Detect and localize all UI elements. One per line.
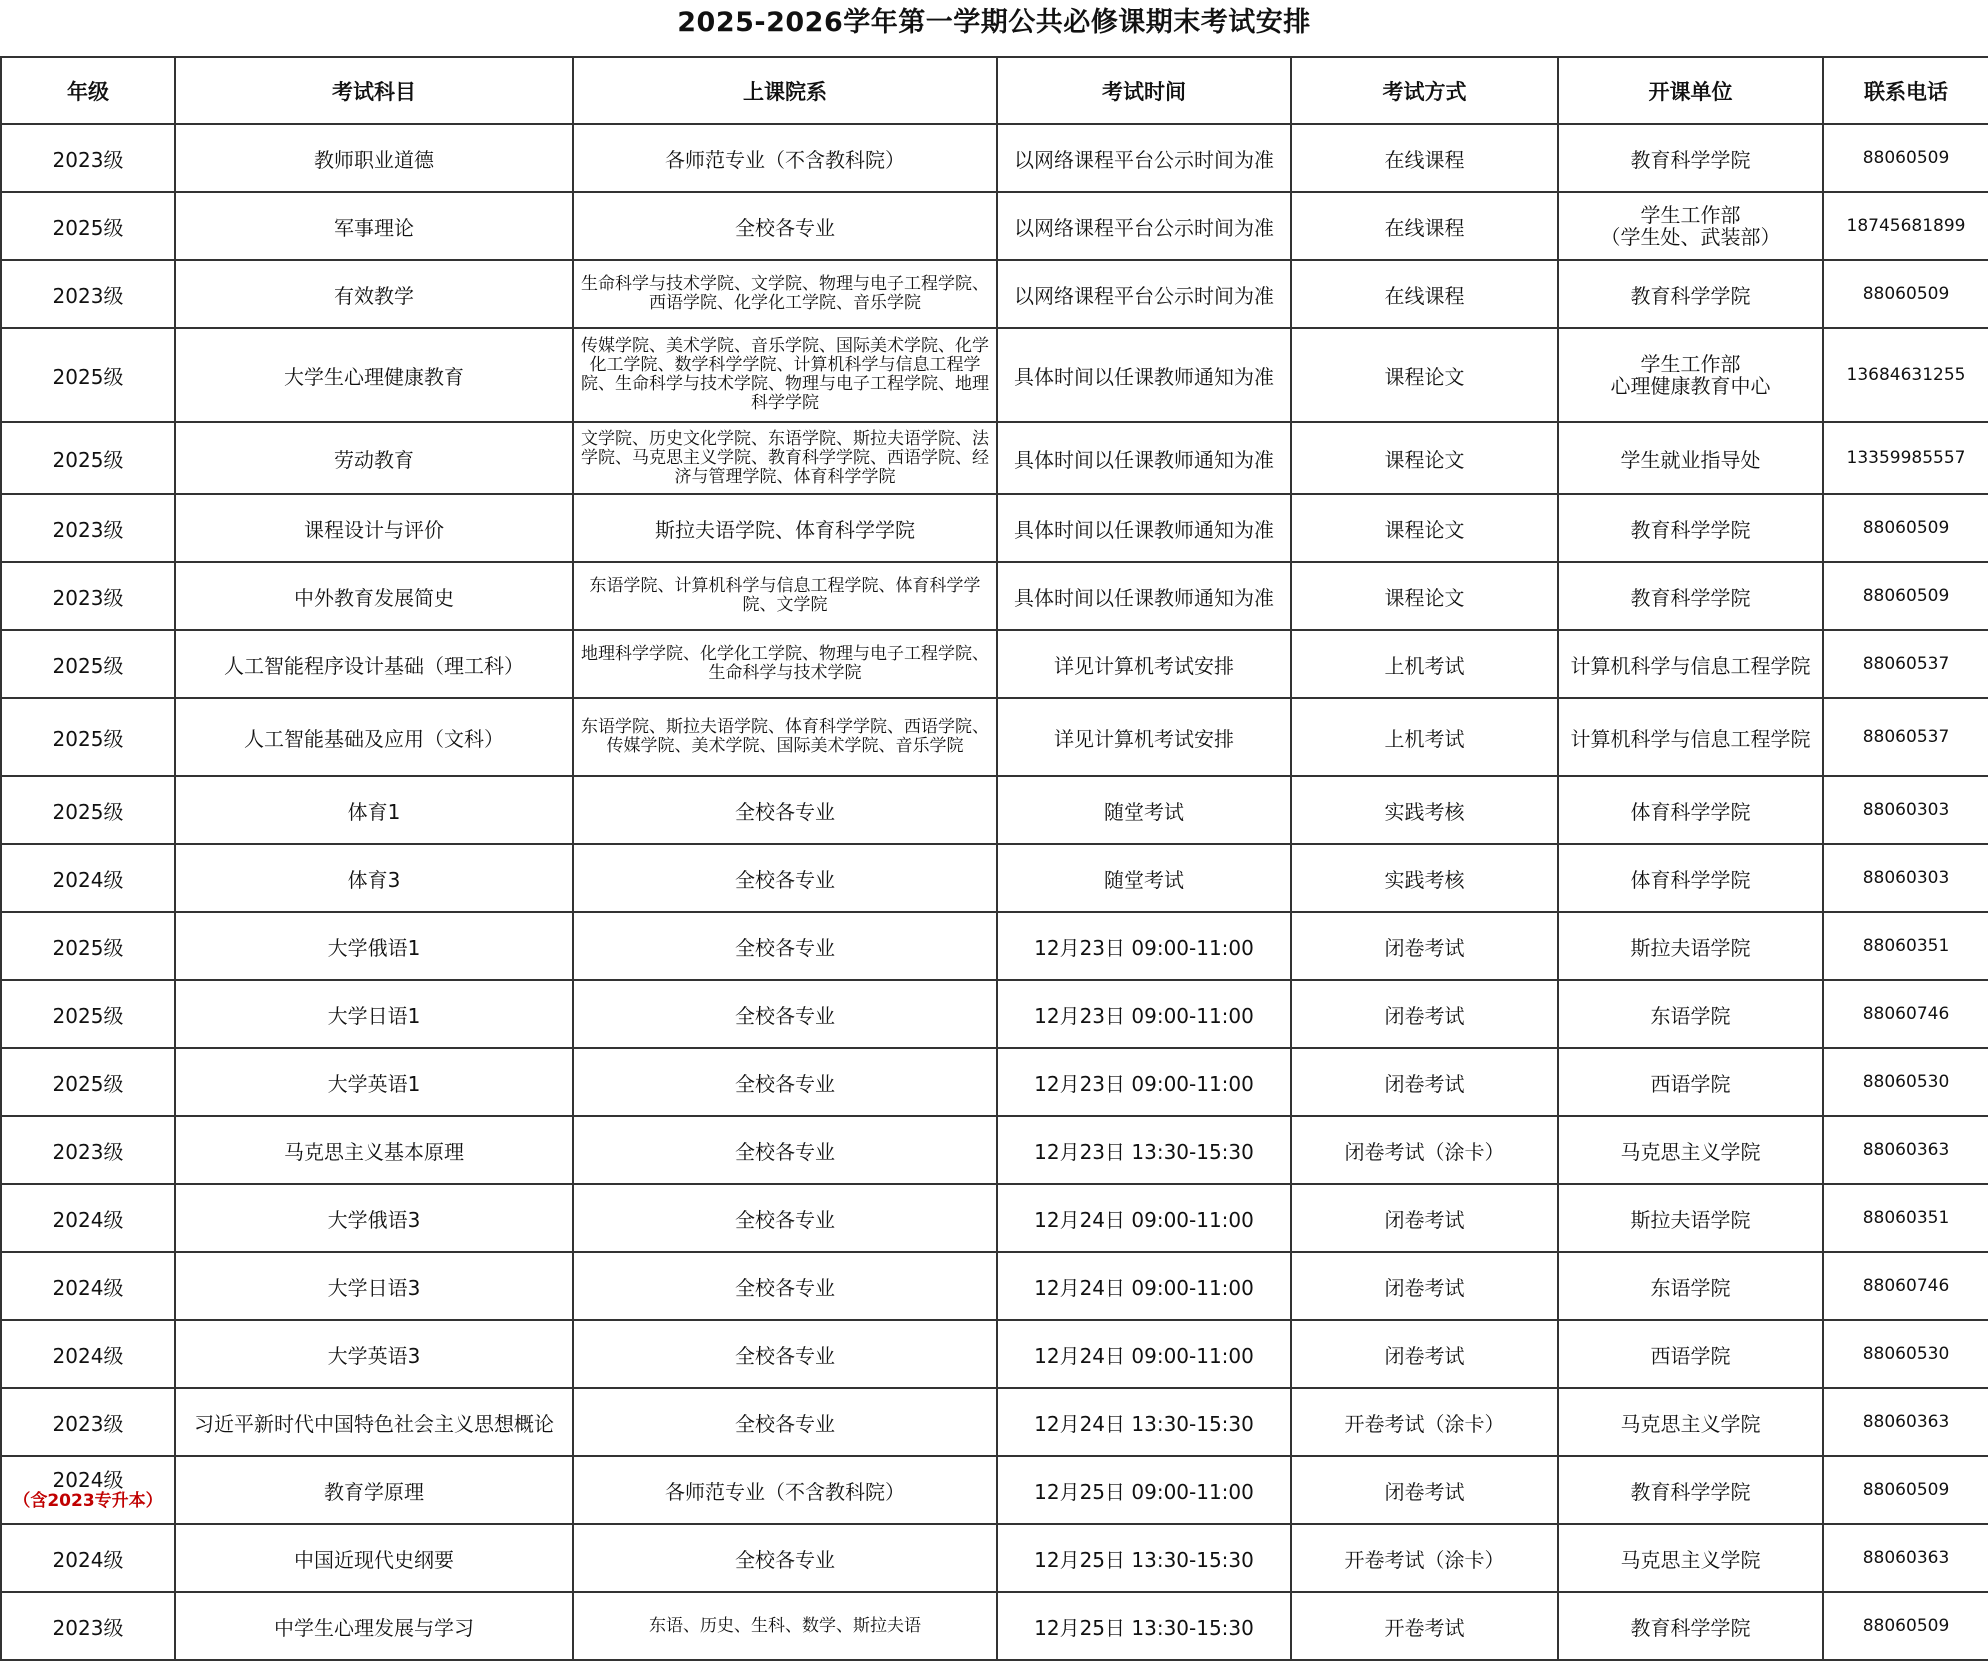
phone-cell: 88060509 (1823, 1456, 1988, 1524)
dept-cell: 全校各专业 (573, 980, 997, 1048)
unit-sublabel: （学生处、武装部） (1600, 225, 1781, 249)
method-cell: 闭卷考试 (1291, 1184, 1558, 1252)
header-subject: 考试科目 (175, 57, 573, 124)
method-cell: 上机考试 (1291, 630, 1558, 698)
phone-cell: 88060537 (1823, 630, 1988, 698)
table-row (1, 1116, 1988, 1184)
time-cell: 以网络课程平台公示时间为准 (997, 260, 1291, 328)
unit-cell: 教育科学学院 (1558, 1592, 1823, 1660)
unit-cell: 东语学院 (1558, 980, 1823, 1048)
unit-cell: 教育科学学院 (1558, 260, 1823, 328)
subject-cell: 教师职业道德 (175, 124, 573, 192)
grade-cell: 2023级 (1, 1592, 175, 1660)
method-cell: 开卷考试（涂卡） (1291, 1388, 1558, 1456)
dept-cell: 全校各专业 (573, 1048, 997, 1116)
dept-cell: 文学院、历史文化学院、东语学院、斯拉夫语学院、法学院、马克思主义学院、教育科学学院、西语学院、经济与管理学院、体育科学学院 (573, 422, 997, 494)
header-dept: 上课院系 (573, 57, 997, 124)
time-cell: 12月23日 13:30-15:30 (997, 1116, 1291, 1184)
phone-cell: 88060530 (1823, 1048, 1988, 1116)
time-cell: 12月23日 09:00-11:00 (997, 980, 1291, 1048)
subject-cell: 大学生心理健康教育 (175, 328, 573, 422)
dept-cell: 全校各专业 (573, 192, 997, 260)
dept-cell: 全校各专业 (573, 776, 997, 844)
dept-cell: 东语、历史、生科、数学、斯拉夫语 (573, 1592, 997, 1660)
time-cell: 12月25日 13:30-15:30 (997, 1592, 1291, 1660)
time-cell: 具体时间以任课教师通知为准 (997, 494, 1291, 562)
subject-cell: 中学生心理发展与学习 (175, 1592, 573, 1660)
method-cell: 闭卷考试 (1291, 1320, 1558, 1388)
grade-cell: 2025级 (1, 912, 175, 980)
header-phone: 联系电话 (1823, 57, 1988, 124)
method-cell: 在线课程 (1291, 192, 1558, 260)
unit-cell (1558, 328, 1823, 422)
phone-cell: 88060746 (1823, 980, 1988, 1048)
time-cell: 具体时间以任课教师通知为准 (997, 562, 1291, 630)
time-cell: 详见计算机考试安排 (997, 698, 1291, 776)
dept-cell: 全校各专业 (573, 844, 997, 912)
table-row (1, 1592, 1988, 1660)
subject-cell: 马克思主义基本原理 (175, 1116, 573, 1184)
method-cell: 在线课程 (1291, 260, 1558, 328)
subject-cell: 人工智能基础及应用（文科） (175, 698, 573, 776)
phone-cell: 88060363 (1823, 1524, 1988, 1592)
dept-cell: 地理科学学院、化学化工学院、物理与电子工程学院、生命科学与技术学院 (573, 630, 997, 698)
dept-cell: 东语学院、斯拉夫语学院、体育科学学院、西语学院、传媒学院、美术学院、国际美术学院、音乐学院 (573, 698, 997, 776)
subject-cell: 军事理论 (175, 192, 573, 260)
exam-schedule-table (0, 56, 1988, 1661)
time-cell: 详见计算机考试安排 (997, 630, 1291, 698)
subject-cell: 大学日语1 (175, 980, 573, 1048)
method-cell: 课程论文 (1291, 494, 1558, 562)
table-row (1, 776, 1988, 844)
subject-cell: 体育3 (175, 844, 573, 912)
unit-label: 学生工作部 (1640, 203, 1741, 227)
subject-cell: 大学俄语3 (175, 1184, 573, 1252)
time-cell: 随堂考试 (997, 776, 1291, 844)
phone-cell: 88060363 (1823, 1116, 1988, 1184)
method-cell: 开卷考试（涂卡） (1291, 1524, 1558, 1592)
unit-cell: 体育科学学院 (1558, 776, 1823, 844)
phone-cell: 13684631255 (1823, 328, 1988, 422)
dept-cell: 全校各专业 (573, 1388, 997, 1456)
phone-cell: 88060509 (1823, 1592, 1988, 1660)
method-cell: 上机考试 (1291, 698, 1558, 776)
time-cell: 12月25日 13:30-15:30 (997, 1524, 1291, 1592)
subject-cell: 大学英语3 (175, 1320, 573, 1388)
table-row (1, 192, 1988, 260)
grade-cell: 2025级 (1, 422, 175, 494)
table-row (1, 422, 1988, 494)
unit-cell: 学生就业指导处 (1558, 422, 1823, 494)
subject-cell: 大学俄语1 (175, 912, 573, 980)
dept-cell: 全校各专业 (573, 1252, 997, 1320)
unit-cell: 计算机科学与信息工程学院 (1558, 630, 1823, 698)
dept-cell: 各师范专业（不含教科院） (573, 124, 997, 192)
dept-cell: 全校各专业 (573, 1184, 997, 1252)
unit-cell: 西语学院 (1558, 1320, 1823, 1388)
unit-cell: 教育科学学院 (1558, 562, 1823, 630)
time-cell: 12月24日 09:00-11:00 (997, 1184, 1291, 1252)
dept-cell: 全校各专业 (573, 912, 997, 980)
subject-cell: 人工智能程序设计基础（理工科） (175, 630, 573, 698)
unit-cell: 教育科学学院 (1558, 494, 1823, 562)
phone-cell: 88060351 (1823, 1184, 1988, 1252)
header-unit: 开课单位 (1558, 57, 1823, 124)
table-row (1, 124, 1988, 192)
grade-cell: 2024级 (1, 1320, 175, 1388)
grade-cell: 2025级 (1, 192, 175, 260)
method-cell: 在线课程 (1291, 124, 1558, 192)
phone-cell: 88060303 (1823, 776, 1988, 844)
grade-cell: 2023级 (1, 260, 175, 328)
subject-cell: 大学英语1 (175, 1048, 573, 1116)
table-row (1, 912, 1988, 980)
grade-cell: 2023级 (1, 1116, 175, 1184)
unit-cell: 斯拉夫语学院 (1558, 912, 1823, 980)
unit-cell: 马克思主义学院 (1558, 1388, 1823, 1456)
unit-cell (1558, 192, 1823, 260)
phone-cell: 88060303 (1823, 844, 1988, 912)
grade-cell: 2023级 (1, 494, 175, 562)
method-cell: 课程论文 (1291, 328, 1558, 422)
unit-label: 学生工作部 (1640, 352, 1741, 376)
header-method: 考试方式 (1291, 57, 1558, 124)
table-row (1, 494, 1988, 562)
subject-cell: 教育学原理 (175, 1456, 573, 1524)
method-cell: 闭卷考试 (1291, 912, 1558, 980)
method-cell: 实践考核 (1291, 844, 1558, 912)
method-cell: 实践考核 (1291, 776, 1558, 844)
table-row (1, 698, 1988, 776)
unit-cell: 斯拉夫语学院 (1558, 1184, 1823, 1252)
table-row (1, 1524, 1988, 1592)
subject-cell: 课程设计与评价 (175, 494, 573, 562)
grade-cell: 2025级 (1, 630, 175, 698)
table-row (1, 328, 1988, 422)
method-cell: 闭卷考试（涂卡） (1291, 1116, 1558, 1184)
table-row (1, 844, 1988, 912)
grade-cell: 2025级 (1, 1048, 175, 1116)
header-grade: 年级 (1, 57, 175, 124)
dept-cell: 传媒学院、美术学院、音乐学院、国际美术学院、化学化工学院、数学科学学院、计算机科学与信息工程学院、生命科学与技术学院、物理与电子工程学院、地理科学学院 (573, 328, 997, 422)
unit-cell: 马克思主义学院 (1558, 1116, 1823, 1184)
unit-cell: 东语学院 (1558, 1252, 1823, 1320)
unit-cell: 计算机科学与信息工程学院 (1558, 698, 1823, 776)
dept-cell: 生命科学与技术学院、文学院、物理与电子工程学院、西语学院、化学化工学院、音乐学院 (573, 260, 997, 328)
grade-cell: 2025级 (1, 698, 175, 776)
time-cell: 12月23日 09:00-11:00 (997, 912, 1291, 980)
grade-cell: 2025级 (1, 328, 175, 422)
method-cell: 闭卷考试 (1291, 980, 1558, 1048)
subject-cell: 中外教育发展简史 (175, 562, 573, 630)
phone-cell: 88060746 (1823, 1252, 1988, 1320)
method-cell: 课程论文 (1291, 422, 1558, 494)
table-row (1, 1320, 1988, 1388)
time-cell: 具体时间以任课教师通知为准 (997, 328, 1291, 422)
time-cell: 以网络课程平台公示时间为准 (997, 192, 1291, 260)
grade-note: （含2023专升本） (13, 1491, 163, 1511)
subject-cell: 体育1 (175, 776, 573, 844)
grade-cell: 2025级 (1, 980, 175, 1048)
grade-cell: 2024级 (1, 844, 175, 912)
time-cell: 具体时间以任课教师通知为准 (997, 422, 1291, 494)
grade-cell: 2025级 (1, 776, 175, 844)
subject-cell: 习近平新时代中国特色社会主义思想概论 (175, 1388, 573, 1456)
subject-cell: 大学日语3 (175, 1252, 573, 1320)
time-cell: 12月24日 09:00-11:00 (997, 1252, 1291, 1320)
subject-cell: 劳动教育 (175, 422, 573, 494)
time-cell: 12月24日 09:00-11:00 (997, 1320, 1291, 1388)
unit-cell: 教育科学学院 (1558, 124, 1823, 192)
method-cell: 课程论文 (1291, 562, 1558, 630)
table-row (1, 1252, 1988, 1320)
dept-cell: 东语学院、计算机科学与信息工程学院、体育科学学院、文学院 (573, 562, 997, 630)
phone-cell: 88060509 (1823, 260, 1988, 328)
subject-cell: 有效教学 (175, 260, 573, 328)
time-cell: 12月25日 09:00-11:00 (997, 1456, 1291, 1524)
dept-cell: 各师范专业（不含教科院） (573, 1456, 997, 1524)
method-cell: 闭卷考试 (1291, 1048, 1558, 1116)
unit-cell: 西语学院 (1558, 1048, 1823, 1116)
grade-cell: 2024级 (1, 1252, 175, 1320)
phone-cell: 88060530 (1823, 1320, 1988, 1388)
table-row (1, 1388, 1988, 1456)
grade-cell: 2023级 (1, 562, 175, 630)
table-row (1, 630, 1988, 698)
method-cell: 开卷考试 (1291, 1592, 1558, 1660)
table-row (1, 562, 1988, 630)
phone-cell: 88060509 (1823, 562, 1988, 630)
table-row (1, 1048, 1988, 1116)
dept-cell: 全校各专业 (573, 1116, 997, 1184)
unit-cell: 教育科学学院 (1558, 1456, 1823, 1524)
page-title: 2025-2026学年第一学期公共必修课期末考试安排 (677, 7, 1311, 38)
unit-cell: 马克思主义学院 (1558, 1524, 1823, 1592)
subject-cell: 中国近现代史纲要 (175, 1524, 573, 1592)
phone-cell: 88060351 (1823, 912, 1988, 980)
time-cell: 以网络课程平台公示时间为准 (997, 124, 1291, 192)
dept-cell: 全校各专业 (573, 1524, 997, 1592)
header-time: 考试时间 (997, 57, 1291, 124)
time-cell: 12月23日 09:00-11:00 (997, 1048, 1291, 1116)
unit-cell: 体育科学学院 (1558, 844, 1823, 912)
phone-cell: 18745681899 (1823, 192, 1988, 260)
grade-cell: 2024级 (1, 1524, 175, 1592)
grade-cell (1, 1456, 175, 1524)
phone-cell: 88060363 (1823, 1388, 1988, 1456)
phone-cell: 88060537 (1823, 698, 1988, 776)
grade-cell: 2023级 (1, 1388, 175, 1456)
time-cell: 12月24日 13:30-15:30 (997, 1388, 1291, 1456)
dept-cell: 全校各专业 (573, 1320, 997, 1388)
grade-label: 2024级 (52, 1468, 124, 1492)
table-row (1, 1184, 1988, 1252)
method-cell: 闭卷考试 (1291, 1252, 1558, 1320)
grade-cell: 2023级 (1, 124, 175, 192)
dept-cell: 斯拉夫语学院、体育科学学院 (573, 494, 997, 562)
grade-cell: 2024级 (1, 1184, 175, 1252)
table-row (1, 260, 1988, 328)
table-row (1, 1456, 1988, 1524)
phone-cell: 13359985557 (1823, 422, 1988, 494)
phone-cell: 88060509 (1823, 124, 1988, 192)
table-row (1, 980, 1988, 1048)
header-row (1, 57, 1988, 124)
unit-sublabel: 心理健康教育中心 (1610, 374, 1771, 398)
phone-cell: 88060509 (1823, 494, 1988, 562)
time-cell: 随堂考试 (997, 844, 1291, 912)
method-cell: 闭卷考试 (1291, 1456, 1558, 1524)
